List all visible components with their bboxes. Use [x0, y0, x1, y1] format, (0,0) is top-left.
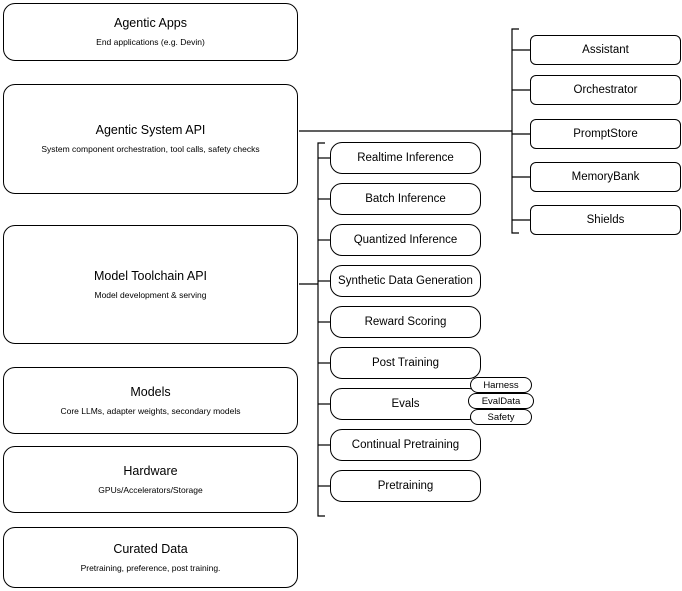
stack-layer[interactable]: [3, 367, 298, 434]
stack-layer-title: Agentic Apps: [114, 16, 187, 31]
eval-pill-label: EvalData: [481, 395, 521, 407]
toolchain-item-label: Continual Pretraining: [351, 439, 460, 451]
agentic-component-label: Assistant: [582, 44, 629, 56]
eval-pill-label: Harness: [483, 379, 519, 391]
stack-layer-title: Agentic System API: [95, 123, 206, 138]
eval-pill[interactable]: [468, 393, 534, 409]
toolchain-item[interactable]: [330, 429, 481, 461]
stack-layer-subtitle: System component orchestration, tool calls, safety checks: [41, 144, 260, 154]
stack-layer-title: Model Toolchain API: [93, 268, 208, 283]
toolchain-item[interactable]: [330, 470, 481, 502]
stack-layer-title: Models: [130, 384, 171, 399]
stack-layer[interactable]: [3, 225, 298, 344]
stack-layer-title: Curated Data: [113, 541, 188, 556]
toolchain-item-label: Batch Inference: [365, 193, 446, 205]
toolchain-item-label: Reward Scoring: [364, 316, 447, 328]
eval-pill-label: Safety: [487, 411, 515, 423]
toolchain-item[interactable]: [330, 306, 481, 338]
stack-layer-subtitle: Pretraining, preference, post training.: [80, 562, 221, 573]
toolchain-item[interactable]: [330, 224, 481, 256]
toolchain-item[interactable]: [330, 265, 481, 297]
toolchain-item-label: Post Training: [371, 357, 440, 369]
agentic-component-label: PromptStore: [573, 128, 638, 140]
eval-pill[interactable]: [470, 377, 532, 393]
stack-layer-subtitle: End applications (e.g. Devin): [96, 37, 205, 47]
toolchain-item-label: Pretraining: [377, 480, 434, 492]
agentic-component[interactable]: [530, 119, 681, 149]
toolchain-item-label: Evals: [391, 398, 420, 410]
toolchain-item[interactable]: [330, 142, 481, 174]
agentic-component-label: Shields: [586, 214, 625, 226]
agentic-component-label: MemoryBank: [571, 171, 640, 183]
agentic-component-label: Orchestrator: [573, 84, 638, 96]
stack-layer-subtitle: Core LLMs, adapter weights, secondary models: [60, 405, 241, 416]
toolchain-item[interactable]: [330, 183, 481, 215]
toolchain-item-label: Realtime Inference: [357, 152, 454, 164]
agentic-component[interactable]: [530, 162, 681, 192]
stack-layer[interactable]: [3, 3, 298, 61]
stack-layer-subtitle: Model development & serving: [94, 289, 207, 300]
stack-layer[interactable]: [3, 446, 298, 513]
stack-layer[interactable]: [3, 84, 298, 194]
eval-pill[interactable]: [470, 409, 532, 425]
toolchain-item[interactable]: [330, 388, 481, 420]
agentic-component[interactable]: [530, 205, 681, 235]
toolchain-item-label: Quantized Inference: [353, 234, 458, 246]
agentic-component[interactable]: [530, 75, 681, 105]
agentic-component[interactable]: [530, 35, 681, 65]
stack-layer-subtitle: GPUs/Accelerators/Storage: [98, 484, 203, 495]
stack-layer-title: Hardware: [123, 463, 178, 478]
toolchain-item-label: Synthetic Data Generation: [338, 275, 473, 287]
stack-layer[interactable]: [3, 527, 298, 588]
toolchain-item[interactable]: [330, 347, 481, 379]
